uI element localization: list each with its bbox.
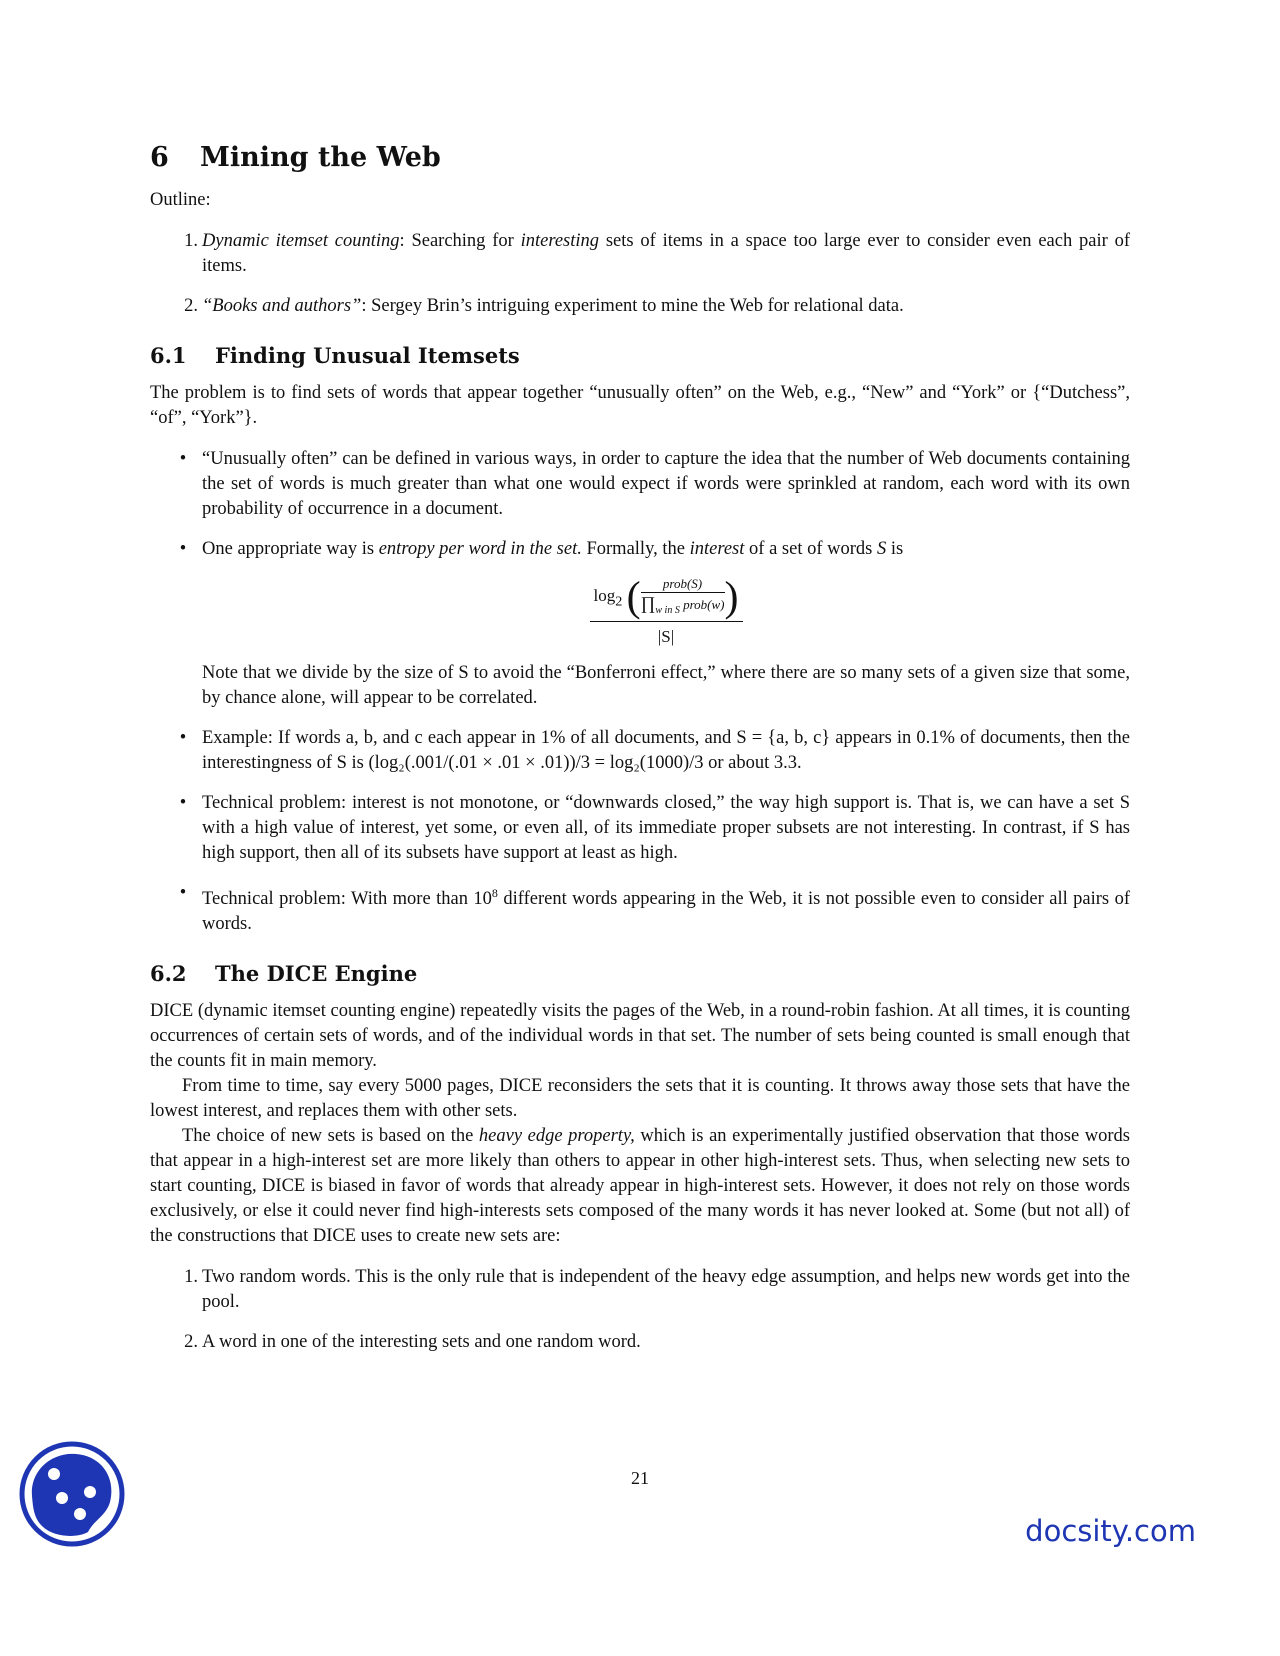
- bullet-text: is: [886, 539, 904, 559]
- outline-text: sets of items in a space too large ever to consider even each pair of items.: [202, 231, 1130, 276]
- interest-formula: [202, 576, 1130, 649]
- list-item: [150, 881, 1130, 937]
- note-paragraph: Note that we divide by the size of S to avoid the “Bonferroni effect,” where there are so many sets of a given size that some, by chance alone, will appear to be correlated.: [202, 662, 1130, 708]
- bullet-icon: •: [179, 449, 187, 469]
- outline-list: [150, 229, 1130, 319]
- formula-inner-denominator: [641, 593, 725, 619]
- docsity-brand-link[interactable]: docsity.com: [1025, 1514, 1196, 1548]
- bullet-list: [150, 447, 1130, 937]
- bullet-text: Technical problem: With more than 10: [202, 888, 492, 909]
- outline-term: Dynamic itemset counting: [202, 231, 400, 251]
- formula-inner-numerator: [641, 576, 725, 593]
- list-item: [150, 1330, 1130, 1355]
- bullet-text: different words appearing in the Web, it is not possible even to consider all pairs of words.: [202, 888, 1130, 934]
- list-item: [150, 229, 1130, 279]
- list-text: A word in one of the interesting sets and one random word.: [202, 1331, 641, 1352]
- section-heading: [150, 341, 1130, 371]
- bullet-text: Technical problem: interest is not monotone, or “downwards closed,” the way high support is. That is, we can have a set S with a high value of interest, yet some, or even all, of its immediate proper subsets are not interesting. In contrast, if S has high support, then all of its subsets have support at least as high.: [202, 792, 1130, 863]
- construction-list: [150, 1265, 1130, 1355]
- outline-term: “Books and authors”: [202, 296, 362, 316]
- paragraph-emphasis: heavy edge property,: [478, 1125, 635, 1146]
- formula-inner-fraction: [641, 576, 725, 619]
- list-item: [150, 447, 1130, 522]
- bullet-emphasis: interest: [689, 539, 745, 559]
- formula-prob-s: prob(S): [662, 576, 703, 591]
- outline-label: Outline:: [150, 190, 211, 210]
- left-paren: (: [626, 574, 641, 621]
- section-title: Finding Unusual Itemsets: [215, 343, 520, 368]
- chapter-number: 6: [150, 142, 169, 173]
- list-marker: 1.: [184, 1266, 198, 1287]
- superscript: 8: [491, 885, 498, 900]
- section-heading: [150, 959, 1130, 989]
- formula-log-base: 2: [615, 593, 623, 610]
- list-marker: 2.: [184, 296, 198, 316]
- bullet-icon: •: [179, 727, 187, 748]
- bullet-text: “Unusually often” can be defined in various ways, in order to capture the idea that the number of Web documents containing the set of words is much greater than what one would expect if words were sprinkled at random, each word with its own probability of occurrence in a document.: [202, 449, 1130, 519]
- page-number: 21: [631, 1468, 649, 1488]
- list-item: [150, 1265, 1130, 1315]
- formula-denominator: |S|: [657, 626, 675, 646]
- section-number: 6.2: [150, 960, 187, 986]
- right-paren: ): [724, 574, 739, 621]
- bullet-emphasis: entropy per word in the set.: [378, 539, 582, 559]
- bullet-icon: •: [179, 882, 187, 903]
- list-item: [150, 294, 1130, 319]
- chapter-heading: [150, 140, 1130, 176]
- formula-log: log: [593, 586, 616, 606]
- formula-product: ∏: [640, 593, 656, 613]
- formula-fraction: [590, 576, 743, 649]
- section-number: 6.1: [150, 343, 187, 368]
- list-item: [150, 537, 1130, 711]
- formula-numerator: [590, 576, 743, 622]
- bullet-text: Formally, the: [581, 539, 690, 559]
- outline-text: : Sergey Brin’s intriguing experiment to mine the Web for relational data.: [361, 296, 904, 316]
- paragraph: [150, 1124, 1130, 1249]
- bullet-text: Example: If words a, b, and c each appear in 1% of all documents, and S = {a, b, c} appears in 0.1% of documents, then the interestingness of S is (log₂(.001/(.01 × .01 × .01))/3 = log₂(1000)/3 or about 3.3.: [202, 727, 1130, 773]
- formula-product-index: w in S: [655, 604, 680, 616]
- list-item: [150, 791, 1130, 866]
- bullet-icon: •: [179, 539, 187, 559]
- bullet-icon: •: [179, 792, 187, 813]
- outline-sep: : Searching for: [399, 231, 521, 251]
- math-variable: S: [876, 539, 887, 559]
- outline-emphasis: interesting: [520, 231, 600, 251]
- paragraph: DICE (dynamic itemset counting engine) repeatedly visits the pages of the Web, in a round-robin fashion. At all times, it is counting occurrences of certain sets of words, and of the individual words in that set. The number of sets being counted is small enough that the counts fit in main memory.: [150, 1000, 1130, 1071]
- bullet-text: of a set of words: [744, 539, 877, 559]
- bullet-text: One appropriate way is: [202, 539, 379, 559]
- section-title: The DICE Engine: [215, 960, 418, 986]
- paragraph-text: which is an experimentally justified observation that those words that appear in a high-interest set are more likely than others to appear in other high-interest sets. Thus, when selecting new sets to start counting, DICE is biased in favor of words that already appear in high-interest sets. However, it does not rely on those words exclusively, or else it could never find high-interests sets composed of the many words it has never looked at. Some (but not all) of the constructions that DICE uses to create new sets are:: [150, 1125, 1130, 1246]
- docsity-logo-icon[interactable]: [18, 1440, 126, 1548]
- paragraph: From time to time, say every 5000 pages, DICE reconsiders the sets that it is counting. It throws away those sets that have the lowest interest, and replaces them with other sets.: [150, 1075, 1130, 1121]
- list-marker: 2.: [184, 1331, 198, 1352]
- list-marker: 1.: [184, 231, 198, 251]
- document-page: [150, 140, 1130, 1370]
- list-text: Two random words. This is the only rule that is independent of the heavy edge assumption, and helps new words get into the pool.: [202, 1266, 1130, 1312]
- paragraph-text: The choice of new sets is based on the: [182, 1125, 479, 1146]
- paragraph: The problem is to find sets of words that appear together “unusually often” on the Web, e.g., “New” and “York” or {“Dutchess”, “of”, “York”}.: [150, 383, 1130, 428]
- formula-prob-w: prob(w): [683, 597, 725, 612]
- list-item: [150, 726, 1130, 776]
- chapter-title: Mining the Web: [200, 142, 441, 173]
